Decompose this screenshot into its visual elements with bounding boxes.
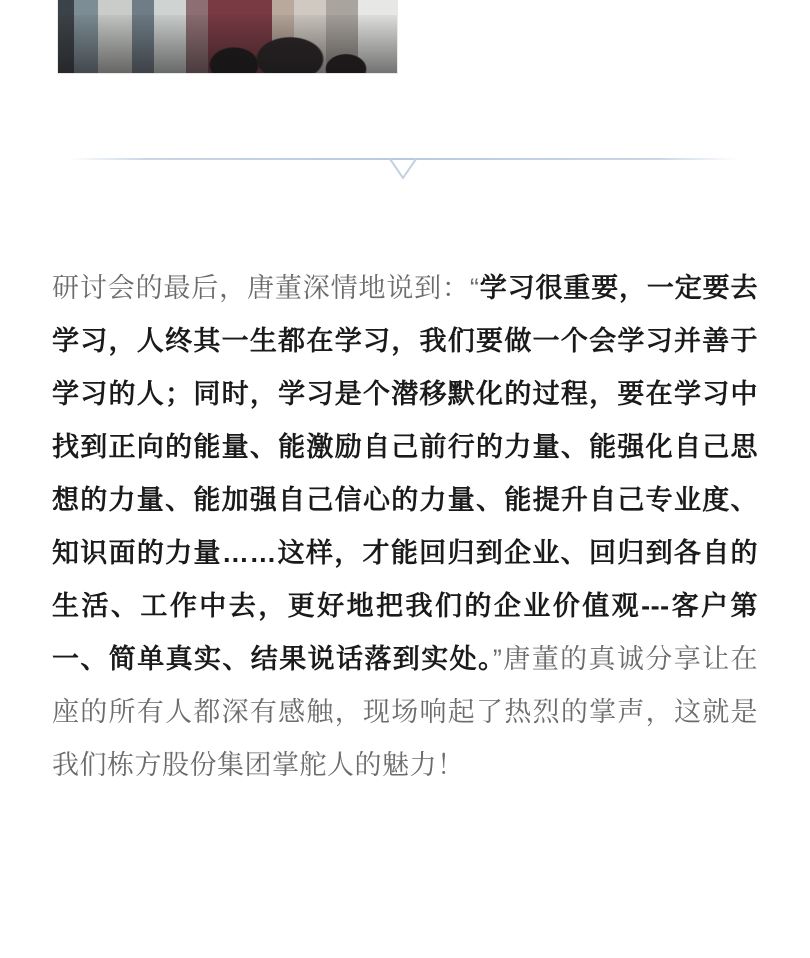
seminar-photo	[57, 0, 398, 74]
article-tail: 唐董的真诚分享让在座的所有人都深有感触，现场响起了热烈的掌声，这就是我们栋方股份集团掌舵人的魅力！	[52, 644, 759, 780]
article-body	[52, 262, 758, 792]
article-paragraph	[52, 262, 758, 792]
photo-bottom-shadow	[58, 15, 397, 73]
section-divider	[68, 158, 738, 188]
article-quote: 学习很重要，一定要去学习，人终其一生都在学习，我们要做一个会学习并善于学习的人；同时，学习是个潜移默化的过程，要在学习中找到正向的能量、能激励自己前行的力量、能强化自己思想的力量、能加强自己信心的力量、能提升自己专业度、知识面的力量……这样，才能回归到企业、回归到各自的生活、工作中去，更好地把我们的企业价值观---客户第一、简单真实、结果说话落到实处。	[52, 273, 758, 674]
article-lead: 研讨会的最后，唐董深情地说到：“	[52, 273, 480, 303]
chevron-down-icon	[388, 158, 418, 180]
article-quote-close: ”	[492, 644, 503, 674]
